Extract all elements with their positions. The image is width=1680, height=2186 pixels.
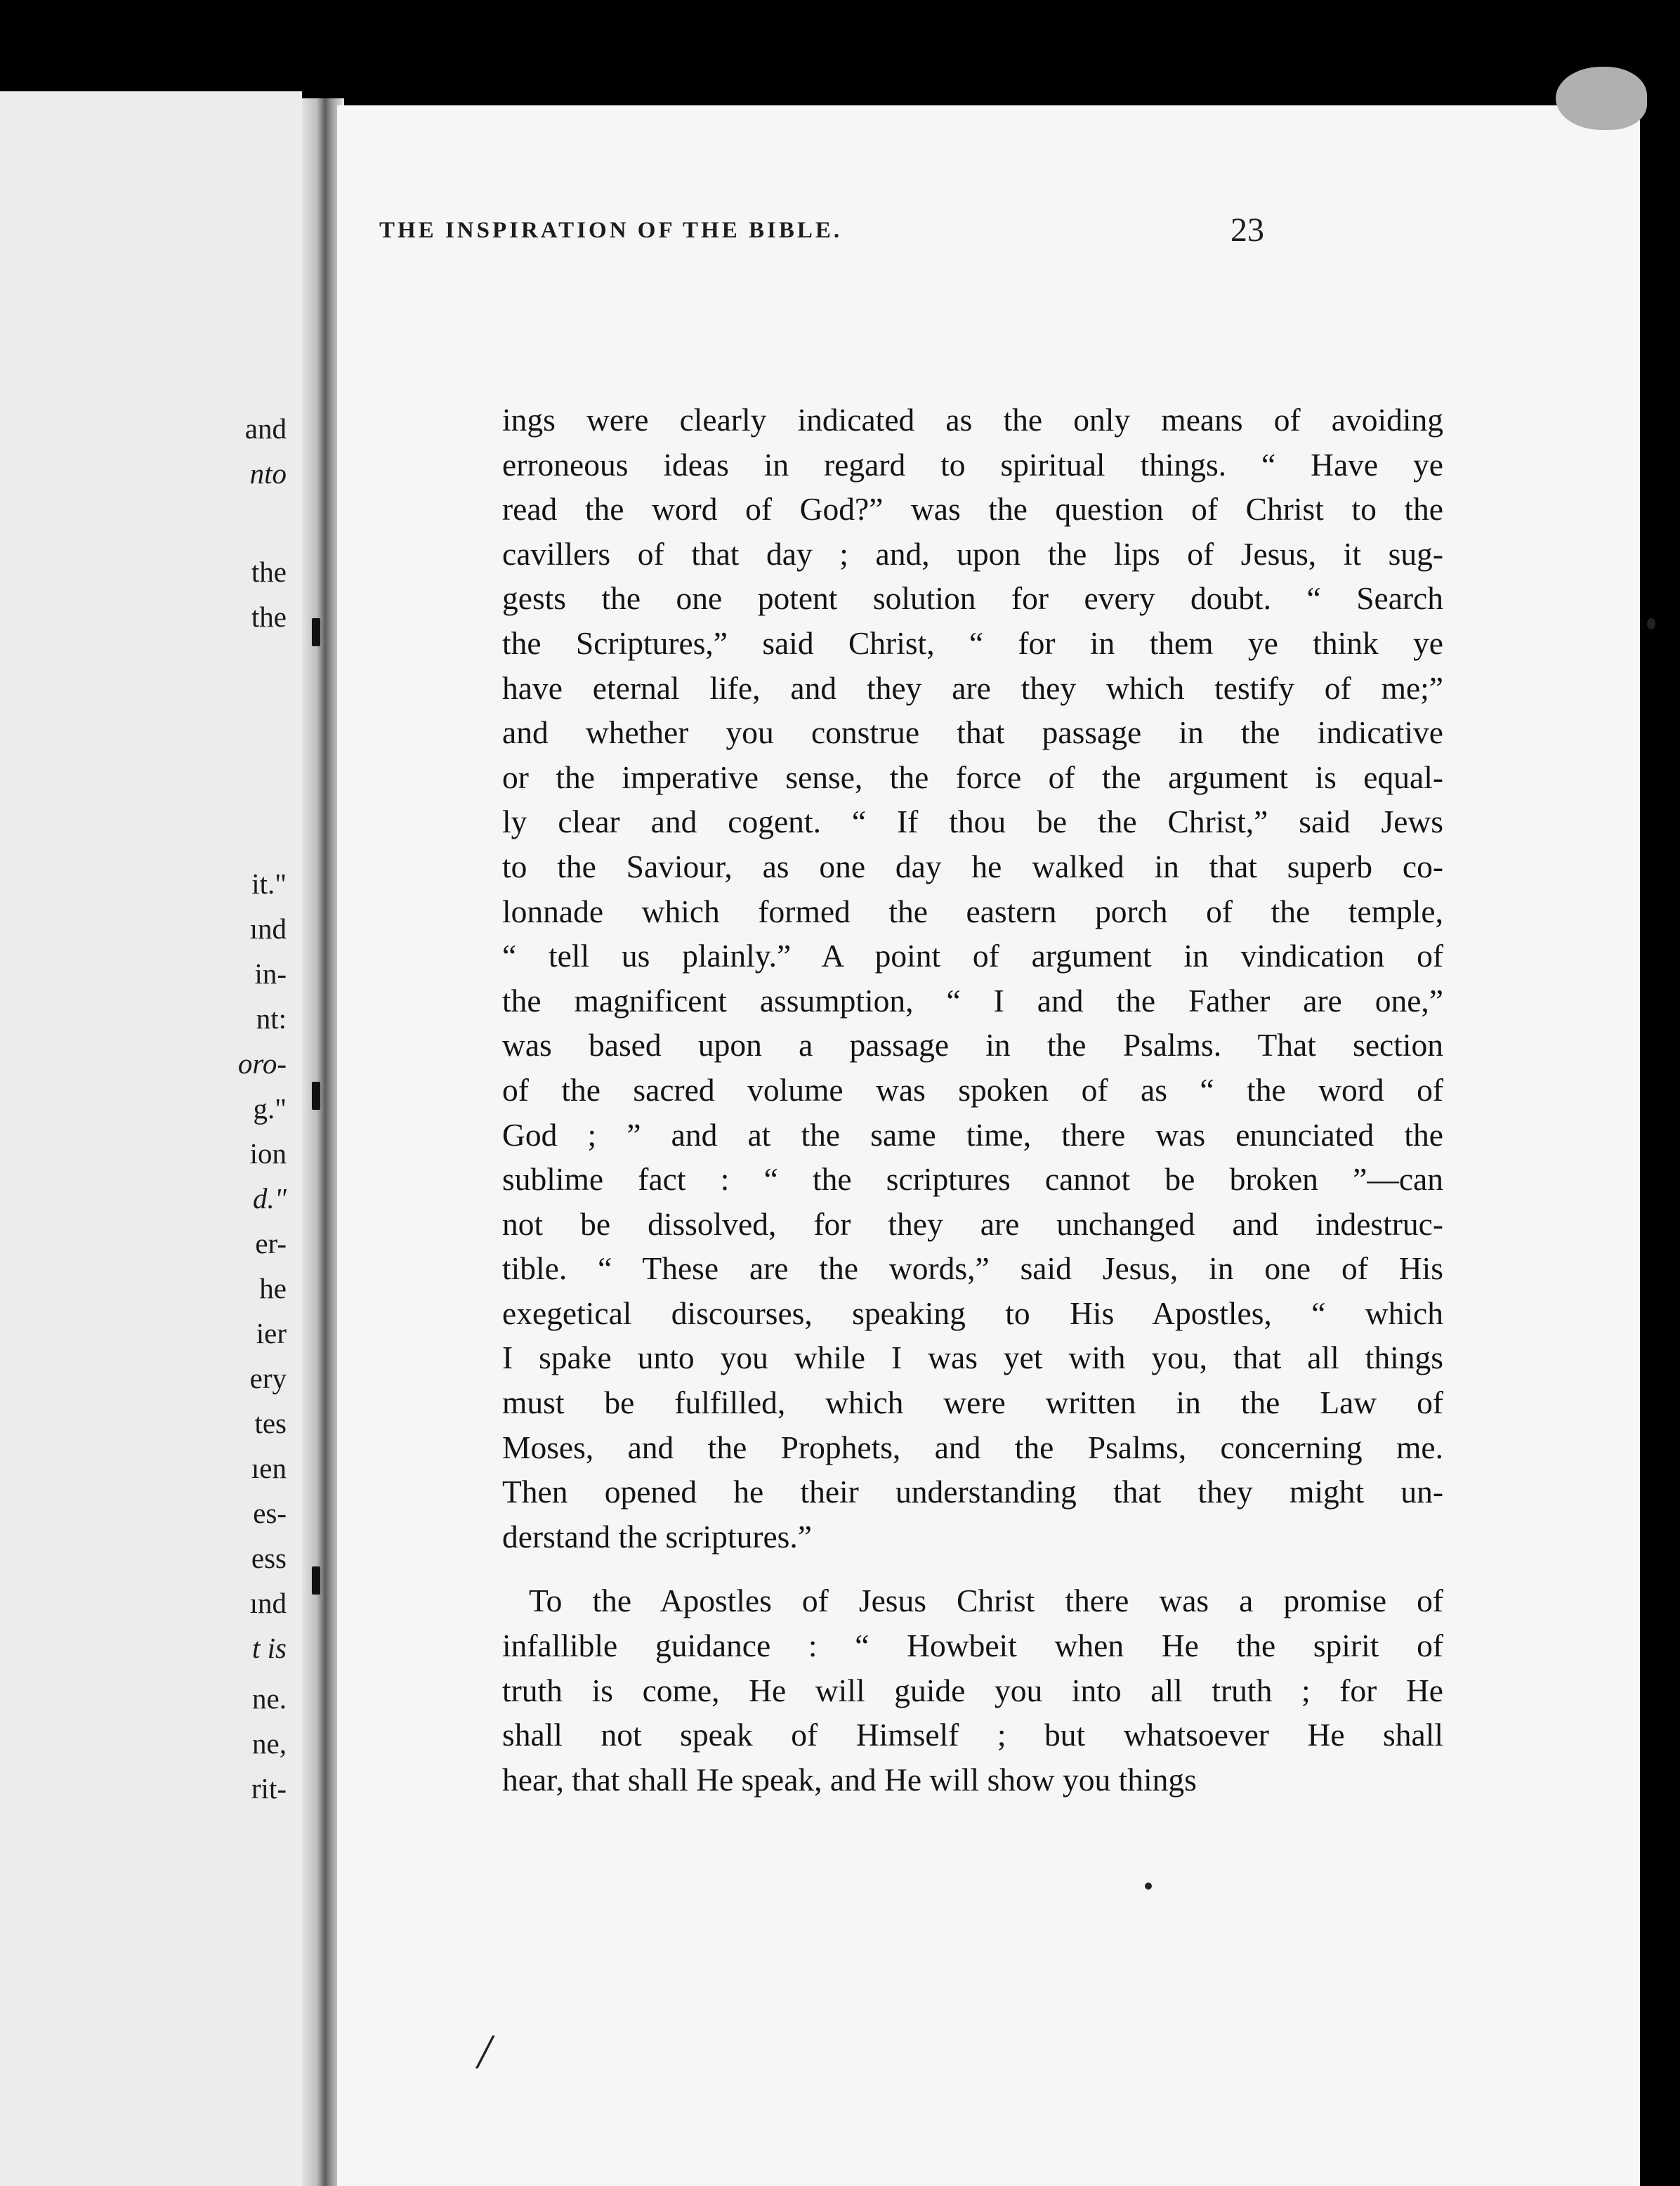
- left-page-fragment: ion: [249, 1137, 287, 1170]
- text-line: ings were clearly indicated as the only means of avoiding: [502, 402, 1443, 438]
- left-page-fragment: er-: [255, 1227, 287, 1259]
- left-page-fragment: ıen: [251, 1452, 287, 1484]
- pencil-mark: /: [478, 2025, 492, 2079]
- left-page-fragment: oro-: [237, 1047, 287, 1080]
- body-text: [502, 398, 1443, 1802]
- text-line: I spake unto you while I was yet with you, that all things: [502, 1340, 1443, 1376]
- left-page-fragment: and: [244, 412, 287, 445]
- left-page-fragment: g.": [253, 1092, 287, 1125]
- text-line: truth is come, He will guide you into all truth ; for He: [502, 1672, 1443, 1708]
- binding-mark: [312, 618, 320, 646]
- text-line: read the word of God?” was the question of Christ to the: [502, 491, 1443, 528]
- text-line: Then opened he their understanding that they might un-: [502, 1474, 1443, 1510]
- paragraph: [502, 1578, 1443, 1802]
- text-line: of the sacred volume was spoken of as “ the word of: [502, 1071, 1443, 1108]
- left-page-fragment: ess: [251, 1542, 287, 1574]
- paper-scrap: [1556, 67, 1647, 130]
- text-line: sublime fact : “ the scriptures cannot be broken ”—can: [502, 1161, 1443, 1198]
- text-line: to the Saviour, as one day he walked in that superb co-: [502, 848, 1443, 884]
- left-page-fragment: ınd: [249, 1587, 287, 1619]
- running-head: THE INSPIRATION OF THE BIBLE.: [379, 218, 843, 243]
- text-line: “ tell us plainly.” A point of argument in vindication of: [502, 938, 1443, 974]
- left-page-fragment: nto: [249, 457, 287, 490]
- ink-speck: [1647, 618, 1655, 629]
- binding-mark: [312, 1566, 320, 1595]
- left-page-fragment: rit-: [251, 1772, 287, 1805]
- page-header: [379, 211, 1264, 253]
- left-page: [0, 91, 302, 2186]
- page-number: 23: [1231, 211, 1264, 249]
- text-line: tible. “ These are the words,” said Jesus, in one of His: [502, 1250, 1443, 1287]
- left-page-fragment: ery: [249, 1362, 287, 1394]
- ink-speck: [1145, 1883, 1152, 1890]
- left-page-fragment: ne.: [252, 1682, 287, 1715]
- text-line: lonnade which formed the eastern porch of the temple,: [502, 893, 1443, 929]
- left-page-fragment: t is: [252, 1632, 287, 1664]
- text-line: shall not speak of Himself ; but whatsoever He shall: [502, 1717, 1443, 1753]
- text-line: Moses, and the Prophets, and the Psalms, concerning me.: [502, 1429, 1443, 1465]
- text-line: God ; ” and at the same time, there was enunciated the: [502, 1116, 1443, 1153]
- text-line: must be fulfilled, which were written in the Law of: [502, 1385, 1443, 1421]
- text-line: derstand the scriptures.”: [502, 1518, 812, 1555]
- left-page-fragment: it.": [251, 868, 287, 900]
- left-page-fragment: tes: [254, 1407, 287, 1439]
- text-line: infallible guidance : “ Howbeit when He the spirit of: [502, 1628, 1443, 1664]
- paragraph: [502, 398, 1443, 1559]
- left-page-fragment: the: [251, 601, 287, 633]
- left-page-fragment: he: [259, 1272, 287, 1304]
- left-page-fragment: es-: [253, 1497, 287, 1529]
- left-page-fragment: nt:: [256, 1002, 287, 1035]
- text-line: have eternal life, and they are they which testify of me;”: [502, 669, 1443, 706]
- text-line: and whether you construe that passage in the indicative: [502, 714, 1443, 751]
- text-line: was based upon a passage in the Psalms. That section: [502, 1027, 1443, 1063]
- text-line: gests the one potent solution for every doubt. “ Search: [502, 580, 1443, 617]
- left-page-fragment: the: [251, 556, 287, 588]
- text-line: the Scriptures,” said Christ, “ for in them ye think ye: [502, 624, 1443, 661]
- left-page-fragment: ınd: [249, 912, 287, 945]
- left-page-fragment: d.": [253, 1182, 287, 1215]
- text-line: cavillers of that day ; and, upon the lips of Jesus, it sug-: [502, 535, 1443, 572]
- text-line: hear, that shall He speak, and He will show you things: [502, 1761, 1197, 1798]
- text-line: ly clear and cogent. “ If thou be the Christ,” said Jews: [502, 804, 1443, 840]
- text-line: or the imperative sense, the force of the argument is equal-: [502, 759, 1443, 795]
- text-line: exegetical discourses, speaking to His Apostles, “ which: [502, 1295, 1443, 1331]
- left-page-fragment: ne,: [252, 1727, 287, 1760]
- text-line: the magnificent assumption, “ I and the Father are one,”: [502, 982, 1443, 1019]
- text-line: not be dissolved, for they are unchanged and indestruc-: [502, 1205, 1443, 1242]
- binding-mark: [312, 1082, 320, 1110]
- text-line: To the Apostles of Jesus Christ there was a promise of: [529, 1583, 1443, 1619]
- text-line: erroneous ideas in regard to spiritual things. “ Have ye: [502, 446, 1443, 483]
- left-page-text-fragments: [0, 91, 302, 2186]
- left-page-fragment: ier: [256, 1317, 287, 1349]
- left-page-fragment: in-: [254, 957, 287, 990]
